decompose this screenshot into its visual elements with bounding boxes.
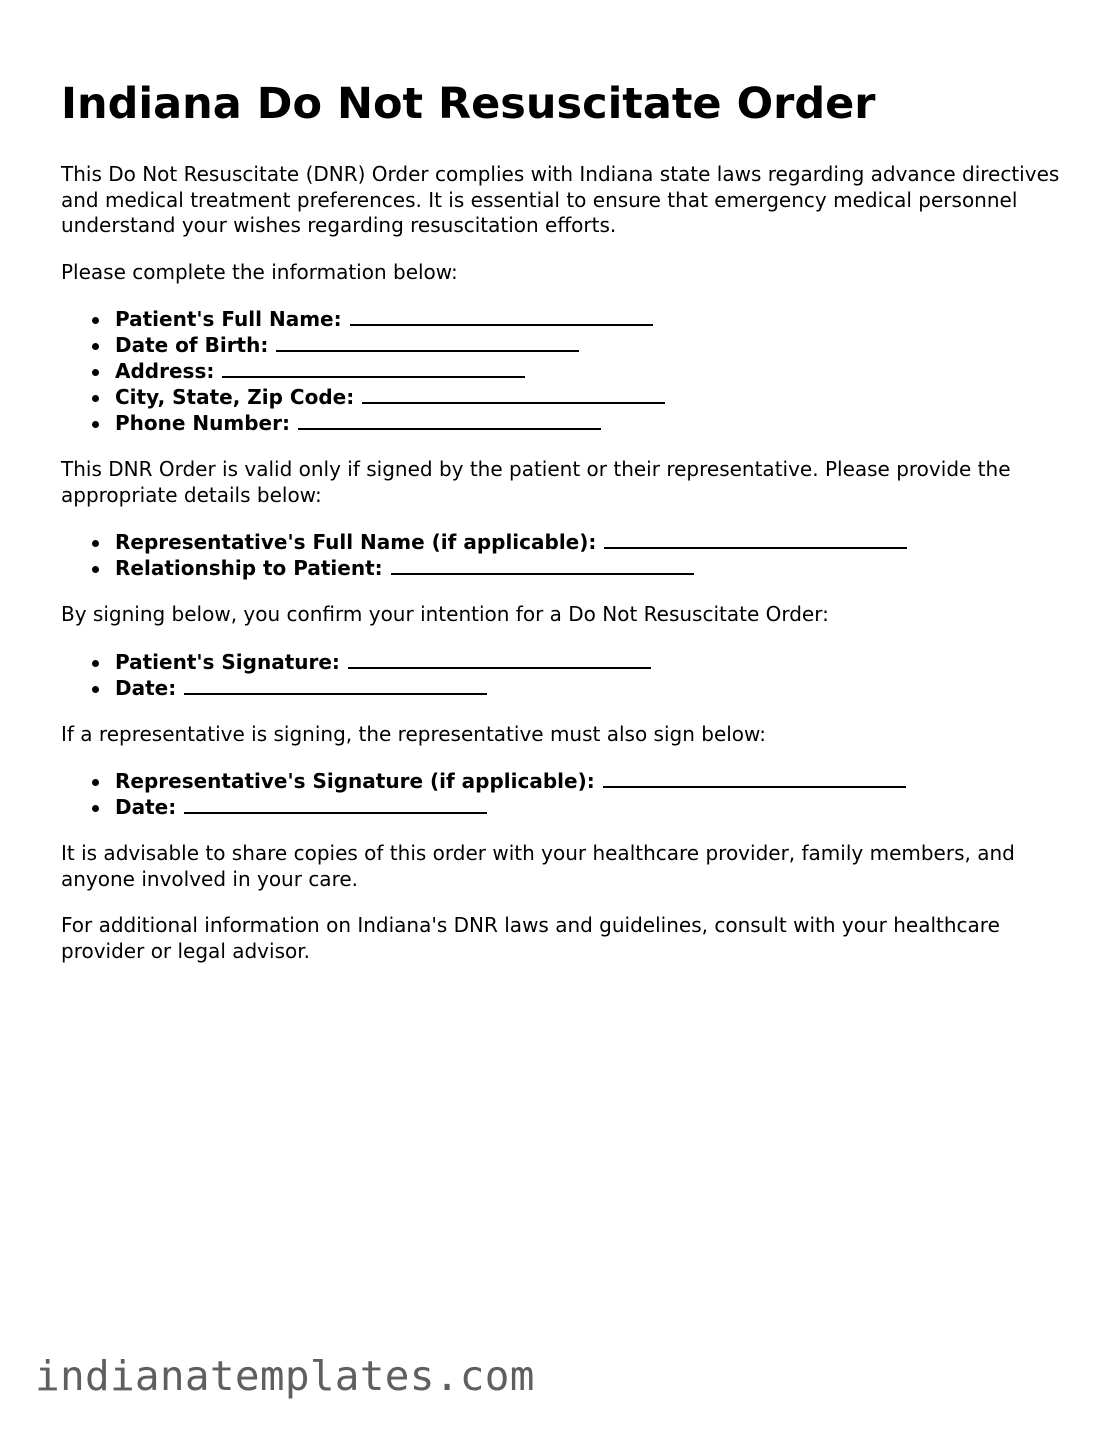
document-title: Indiana Do Not Resuscitate Order: [61, 79, 876, 129]
field-label: Patient's Signature:: [115, 649, 340, 674]
representative-fields-list: [61, 529, 1061, 581]
blank-line[interactable]: [184, 677, 487, 695]
validity-paragraph: This DNR Order is valid only if signed by the patient or their representative. Please provide the appropriate details below:: [61, 457, 1011, 507]
blank-line[interactable]: [603, 770, 906, 788]
field-label: Patient's Full Name:: [115, 307, 342, 331]
blank-line[interactable]: [604, 531, 907, 549]
complete-prompt: Please complete the information below:: [61, 259, 458, 284]
patient-fields-list: [61, 306, 1061, 436]
representative-signature-field: [115, 768, 1061, 794]
field-label: Representative's Full Name (if applicable):: [115, 530, 597, 554]
document-page: [61, 76, 1061, 985]
patient-name-field: [115, 306, 1061, 332]
phone-number-field: [115, 410, 1061, 436]
representative-signature-date-field: [115, 794, 1061, 820]
patient-signature-list: [61, 649, 1061, 701]
confirm-paragraph: By signing below, you confirm your intention for a Do Not Resuscitate Order:: [61, 602, 829, 626]
field-label: Relationship to Patient:: [115, 556, 383, 580]
intro-paragraph: This Do Not Resuscitate (DNR) Order complies with Indiana state laws regarding advance directives and medical treatment preferences. It is essential to ensure that emergency medical personnel understand your wishes regarding resuscitation efforts.: [61, 162, 1060, 237]
blank-line[interactable]: [362, 386, 665, 404]
field-label: City, State, Zip Code:: [115, 385, 355, 409]
blank-line[interactable]: [348, 651, 651, 669]
field-label: Address:: [115, 359, 215, 383]
blank-line[interactable]: [391, 557, 694, 575]
field-label: Phone Number:: [115, 411, 290, 435]
field-label: Date:: [115, 675, 177, 700]
share-paragraph: It is advisable to share copies of this order with your healthcare provider, family members, and anyone involved in your care.: [61, 841, 1015, 891]
blank-line[interactable]: [184, 796, 487, 814]
field-label: Representative's Signature (if applicable):: [115, 769, 595, 793]
blank-line[interactable]: [298, 412, 601, 430]
representative-sign-paragraph: If a representative is signing, the representative must also sign below:: [61, 721, 767, 746]
address-field: [115, 358, 1061, 384]
relationship-field: [115, 555, 1061, 581]
patient-signature-field: [115, 649, 1061, 675]
blank-line[interactable]: [350, 308, 653, 326]
patient-signature-date-field: [115, 675, 1061, 701]
field-label: Date of Birth:: [115, 333, 269, 357]
representative-name-field: [115, 529, 1061, 555]
date-of-birth-field: [115, 332, 1061, 358]
info-paragraph: For additional information on Indiana's DNR laws and guidelines, consult with your healthcare provider or legal advisor.: [61, 913, 1000, 963]
field-label: Date:: [115, 795, 177, 819]
representative-signature-list: [61, 768, 1061, 820]
city-state-zip-field: [115, 384, 1061, 410]
watermark: indianatemplates.com: [35, 1352, 535, 1400]
blank-line[interactable]: [222, 360, 525, 378]
blank-line[interactable]: [276, 334, 579, 352]
